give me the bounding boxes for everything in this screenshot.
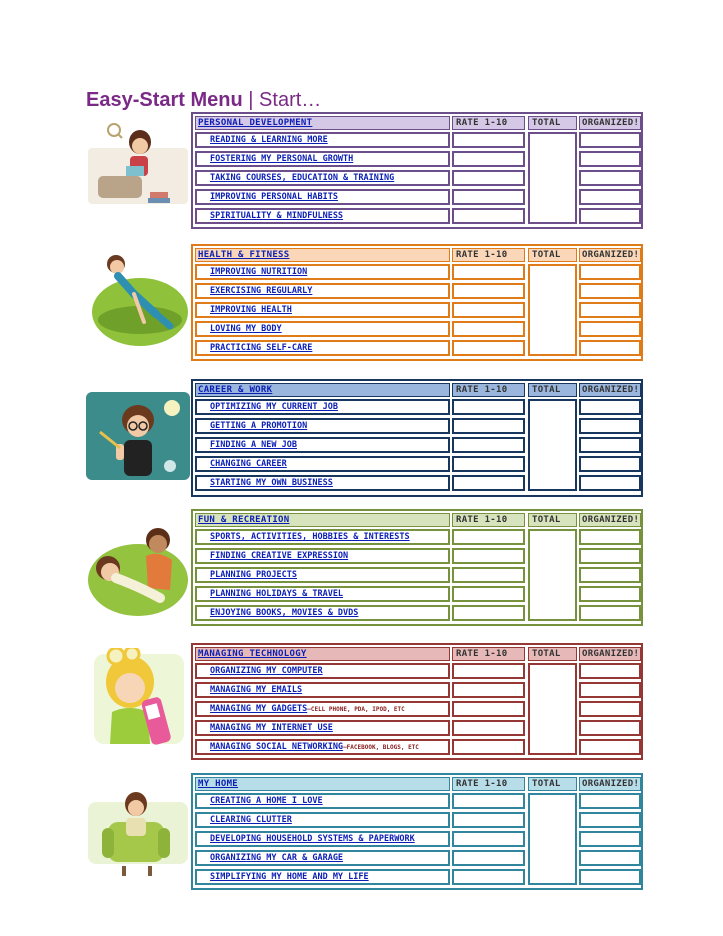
organized-column-header: ORGANIZED! (579, 513, 641, 527)
organized-column-header: ORGANIZED! (579, 647, 641, 661)
organized-input-cell[interactable] (579, 321, 641, 337)
organized-input-cell[interactable] (579, 567, 641, 583)
organized-input-cell[interactable] (579, 739, 641, 755)
cellphone-woman-illustration (86, 648, 190, 746)
rate-input-cell[interactable] (452, 437, 525, 453)
menu-item-link[interactable]: CHANGING CAREER (210, 459, 287, 469)
section-my-home (191, 773, 643, 890)
title-main: Easy-Start Menu (86, 89, 243, 111)
menu-item-link[interactable]: FINDING CREATIVE EXPRESSION (210, 551, 349, 561)
menu-item-improving-nutrition[interactable] (195, 264, 450, 280)
rate-input-cell[interactable] (452, 418, 525, 434)
total-column-header: TOTAL (528, 513, 577, 527)
menu-item-link[interactable]: SPORTS, ACTIVITIES, HOBBIES & INTERESTS (210, 532, 410, 542)
total-column-header: TOTAL (528, 383, 577, 397)
total-input-cell[interactable] (528, 132, 577, 224)
menu-item-link[interactable]: LOVING MY BODY (210, 324, 282, 334)
menu-item-finding-creative-expression[interactable] (195, 548, 450, 564)
menu-item-link[interactable]: ENJOYING BOOKS, MOVIES & DVDS (210, 608, 359, 618)
section-managing-technology (191, 643, 643, 760)
total-column-header: TOTAL (528, 777, 577, 791)
category-header (195, 116, 450, 130)
menu-item-link[interactable]: IMPROVING HEALTH (210, 305, 292, 315)
title-sub: Start… (259, 89, 322, 111)
section-career-work (191, 379, 643, 497)
category-header (195, 513, 450, 527)
rate-input-cell[interactable] (452, 831, 525, 847)
rate-input-cell[interactable] (452, 812, 525, 828)
menu-item-link[interactable]: EXERCISING REGULARLY (210, 286, 313, 296)
category-link[interactable]: HEALTH & FITNESS (198, 250, 290, 260)
category-header (195, 248, 450, 262)
organized-input-cell[interactable] (579, 586, 641, 602)
menu-item-getting-a-promotion[interactable] (195, 418, 450, 434)
menu-item-note: —FACEBOOK, BLOGS, ETC (343, 744, 419, 751)
menu-item-link[interactable]: SPIRITUALITY & MINDFULNESS (210, 211, 344, 221)
menu-item-starting-my-own-business[interactable] (195, 475, 450, 491)
rate-input-cell[interactable] (452, 475, 525, 491)
organized-input-cell[interactable] (579, 189, 641, 205)
organized-input-cell[interactable] (579, 170, 641, 186)
menu-item-link[interactable]: ORGANIZING MY COMPUTER (210, 666, 323, 676)
organized-input-cell[interactable] (579, 283, 641, 299)
menu-item-link[interactable]: STARTING MY OWN BUSINESS (210, 478, 333, 488)
menu-item-clearing-clutter[interactable] (195, 812, 450, 828)
category-link[interactable]: CAREER & WORK (198, 385, 273, 395)
menu-item-link[interactable]: OPTIMIZING MY CURRENT JOB (210, 402, 338, 412)
organized-input-cell[interactable] (579, 399, 641, 415)
organized-input-cell[interactable] (579, 208, 641, 224)
office-woman-illustration (86, 386, 190, 484)
rate-input-cell[interactable] (452, 340, 525, 356)
rate-input-cell[interactable] (452, 399, 525, 415)
menu-item-finding-a-new-job[interactable] (195, 437, 450, 453)
menu-item-link[interactable]: PLANNING HOLIDAYS & TRAVEL (210, 589, 344, 599)
rate-input-cell[interactable] (452, 321, 525, 337)
rate-input-cell[interactable] (452, 189, 525, 205)
section-fun-recreation (191, 509, 643, 626)
organized-input-cell[interactable] (579, 869, 641, 885)
menu-item-link[interactable]: CLEARING CLUTTER (210, 815, 292, 825)
organized-input-cell[interactable] (579, 418, 641, 434)
rate-input-cell[interactable] (452, 456, 525, 472)
rate-input-cell[interactable] (452, 132, 525, 148)
organized-input-cell[interactable] (579, 529, 641, 545)
menu-item-improving-personal-habits[interactable] (195, 189, 450, 205)
category-header (195, 383, 450, 397)
organized-column-header: ORGANIZED! (579, 777, 641, 791)
menu-item-simplifying-my-home-and-my-life[interactable] (195, 869, 450, 885)
organized-column-header: ORGANIZED! (579, 248, 641, 262)
rate-column-header: RATE 1-10 (452, 513, 525, 527)
menu-item-developing-household-systems-paperwork[interactable] (195, 831, 450, 847)
rate-input-cell[interactable] (452, 283, 525, 299)
rate-input-cell[interactable] (452, 548, 525, 564)
organized-input-cell[interactable] (579, 548, 641, 564)
menu-item-taking-courses-education-training[interactable] (195, 170, 450, 186)
menu-item-improving-health[interactable] (195, 302, 450, 318)
rate-column-header: RATE 1-10 (452, 647, 525, 661)
menu-item-link[interactable]: MANAGING MY EMAILS (210, 685, 303, 695)
rate-input-cell[interactable] (452, 170, 525, 186)
organized-input-cell[interactable] (579, 831, 641, 847)
menu-item-note: —CELL PHONE, PDA, IPOD, ETC (307, 706, 405, 713)
organized-input-cell[interactable] (579, 701, 641, 717)
friends-illustration (86, 520, 190, 618)
section-personal-development (191, 112, 643, 229)
organized-input-cell[interactable] (579, 720, 641, 736)
rate-column-header: RATE 1-10 (452, 777, 525, 791)
organized-input-cell[interactable] (579, 437, 641, 453)
menu-item-link[interactable]: MANAGING MY GADGETS (210, 704, 308, 714)
organized-input-cell[interactable] (579, 605, 641, 621)
armchair-woman-illustration (86, 782, 190, 880)
menu-item-creating-a-home-i-love[interactable] (195, 793, 450, 809)
rate-input-cell[interactable] (452, 682, 525, 698)
total-input-cell[interactable] (528, 529, 577, 621)
menu-item-organizing-my-car-garage[interactable] (195, 850, 450, 866)
menu-item-managing-my-internet-use[interactable] (195, 720, 450, 736)
rate-input-cell[interactable] (452, 302, 525, 318)
menu-item-link[interactable]: MANAGING SOCIAL NETWORKING (210, 742, 344, 752)
menu-item-link[interactable]: DEVELOPING HOUSEHOLD SYSTEMS & PAPERWORK (210, 834, 415, 844)
organized-input-cell[interactable] (579, 302, 641, 318)
rate-input-cell[interactable] (452, 869, 525, 885)
organized-column-header: ORGANIZED! (579, 116, 641, 130)
organized-input-cell[interactable] (579, 663, 641, 679)
menu-item-sports-activities-hobbies-interests[interactable] (195, 529, 450, 545)
rate-input-cell[interactable] (452, 567, 525, 583)
total-column-header: TOTAL (528, 116, 577, 130)
total-column-header: TOTAL (528, 647, 577, 661)
category-link[interactable]: FUN & RECREATION (198, 515, 290, 525)
organized-input-cell[interactable] (579, 264, 641, 280)
rate-input-cell[interactable] (452, 793, 525, 809)
total-input-cell[interactable] (528, 663, 577, 755)
rate-column-header: RATE 1-10 (452, 383, 525, 397)
organized-input-cell[interactable] (579, 456, 641, 472)
category-link[interactable]: MY HOME (198, 779, 239, 789)
menu-item-link[interactable]: FINDING A NEW JOB (210, 440, 297, 450)
menu-item-link[interactable]: IMPROVING PERSONAL HABITS (210, 192, 338, 202)
menu-item-link[interactable]: SIMPLIFYING MY HOME AND MY LIFE (210, 872, 369, 882)
rate-input-cell[interactable] (452, 208, 525, 224)
menu-item-link[interactable]: PLANNING PROJECTS (210, 570, 297, 580)
menu-item-link[interactable]: ORGANIZING MY CAR & GARAGE (210, 853, 344, 863)
menu-item-changing-career[interactable] (195, 456, 450, 472)
menu-item-link[interactable]: IMPROVING NUTRITION (210, 267, 308, 277)
category-link[interactable]: MANAGING TECHNOLOGY (198, 649, 307, 659)
title-separator: | (248, 89, 254, 111)
menu-item-spirituality-mindfulness[interactable] (195, 208, 450, 224)
menu-item-managing-my-emails[interactable] (195, 682, 450, 698)
total-input-cell[interactable] (528, 399, 577, 491)
menu-item-link[interactable]: MANAGING MY INTERNET USE (210, 723, 333, 733)
menu-item-planning-projects[interactable] (195, 567, 450, 583)
rate-input-cell[interactable] (452, 663, 525, 679)
rate-input-cell[interactable] (452, 529, 525, 545)
menu-item-enjoying-books-movies-dvds[interactable] (195, 605, 450, 621)
organized-input-cell[interactable] (579, 793, 641, 809)
rate-input-cell[interactable] (452, 586, 525, 602)
category-header (195, 647, 450, 661)
menu-item-managing-my-gadgets[interactable] (195, 701, 450, 717)
total-column-header: TOTAL (528, 248, 577, 262)
menu-item-link[interactable]: TAKING COURSES, EDUCATION & TRAINING (210, 173, 395, 183)
menu-item-managing-social-networking[interactable] (195, 739, 450, 755)
menu-item-link[interactable]: CREATING A HOME I LOVE (210, 796, 323, 806)
yoga-illustration (86, 250, 190, 348)
menu-item-link[interactable]: FOSTERING MY PERSONAL GROWTH (210, 154, 354, 164)
menu-item-reading-learning-more[interactable] (195, 132, 450, 148)
menu-item-practicing-self-care[interactable] (195, 340, 450, 356)
rate-input-cell[interactable] (452, 264, 525, 280)
organized-input-cell[interactable] (579, 682, 641, 698)
menu-item-organizing-my-computer[interactable] (195, 663, 450, 679)
total-input-cell[interactable] (528, 264, 577, 356)
category-link[interactable]: PERSONAL DEVELOPMENT (198, 118, 313, 128)
menu-item-optimizing-my-current-job[interactable] (195, 399, 450, 415)
rate-input-cell[interactable] (452, 720, 525, 736)
organized-input-cell[interactable] (579, 340, 641, 356)
woman-reading-illustration (86, 118, 190, 216)
rate-input-cell[interactable] (452, 850, 525, 866)
page-title (86, 88, 321, 112)
menu-item-fostering-my-personal-growth[interactable] (195, 151, 450, 167)
organized-input-cell[interactable] (579, 475, 641, 491)
rate-input-cell[interactable] (452, 151, 525, 167)
total-input-cell[interactable] (528, 793, 577, 885)
rate-column-header: RATE 1-10 (452, 116, 525, 130)
menu-item-link[interactable]: READING & LEARNING MORE (210, 135, 328, 145)
category-header (195, 777, 450, 791)
menu-item-planning-holidays-travel[interactable] (195, 586, 450, 602)
rate-input-cell[interactable] (452, 605, 525, 621)
organized-input-cell[interactable] (579, 850, 641, 866)
rate-column-header: RATE 1-10 (452, 248, 525, 262)
menu-item-link[interactable]: PRACTICING SELF-CARE (210, 343, 313, 353)
organized-input-cell[interactable] (579, 132, 641, 148)
menu-item-loving-my-body[interactable] (195, 321, 450, 337)
organized-column-header: ORGANIZED! (579, 383, 641, 397)
menu-item-link[interactable]: GETTING A PROMOTION (210, 421, 308, 431)
rate-input-cell[interactable] (452, 701, 525, 717)
menu-item-exercising-regularly[interactable] (195, 283, 450, 299)
organized-input-cell[interactable] (579, 812, 641, 828)
rate-input-cell[interactable] (452, 739, 525, 755)
section-health-fitness (191, 244, 643, 361)
organized-input-cell[interactable] (579, 151, 641, 167)
